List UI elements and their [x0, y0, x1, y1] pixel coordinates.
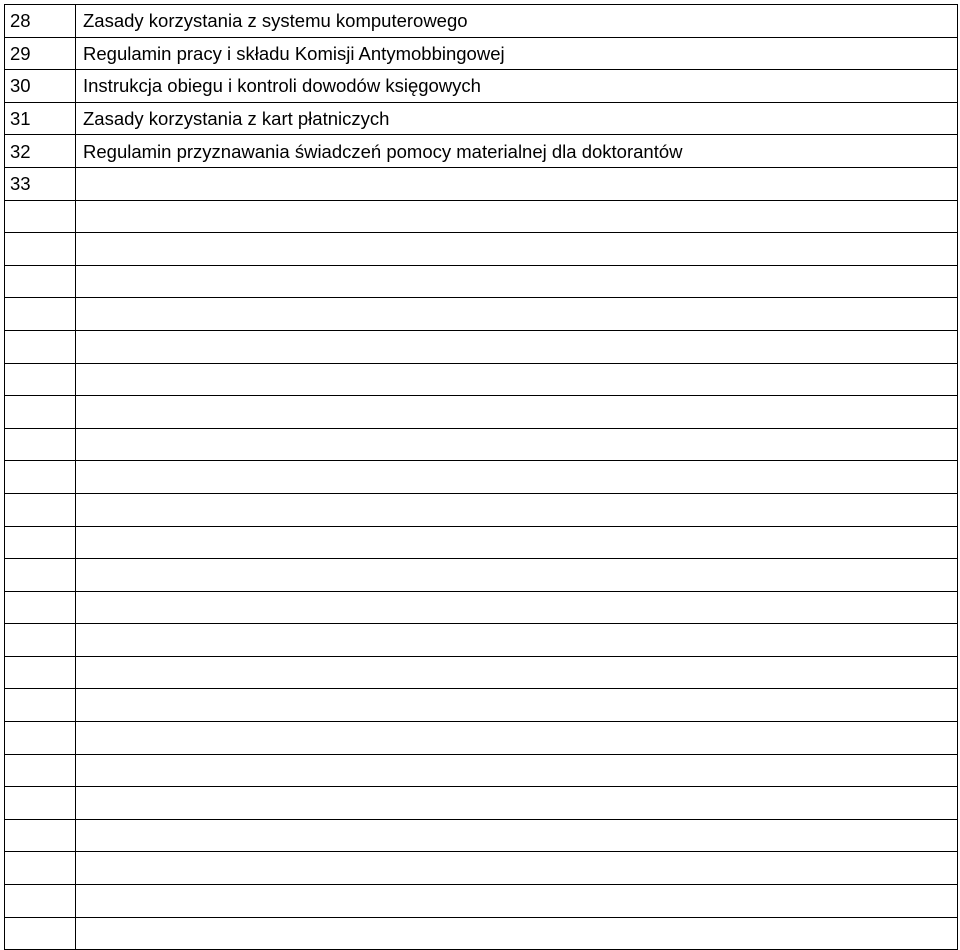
table-row: [5, 167, 958, 200]
row-title-cell: Regulamin przyznawania świadczeń pomocy materialnej dla doktorantów: [76, 135, 958, 168]
row-number-cell: [5, 722, 76, 755]
row-title-cell: [76, 200, 958, 233]
row-number-cell: [5, 330, 76, 363]
table-row: [5, 396, 958, 429]
row-number-cell: [5, 363, 76, 396]
row-title-cell: [76, 787, 958, 820]
table-body: [5, 5, 958, 950]
table-row: [5, 200, 958, 233]
row-number-cell: 29: [5, 37, 76, 70]
row-title-cell: [76, 559, 958, 592]
row-title-cell: [76, 754, 958, 787]
row-title-cell: [76, 330, 958, 363]
row-title-cell: Zasady korzystania z systemu komputerowego: [76, 5, 958, 38]
row-number-cell: 33: [5, 167, 76, 200]
table-row: [5, 722, 958, 755]
row-number-cell: [5, 852, 76, 885]
row-title-cell: [76, 298, 958, 331]
row-title-cell: [76, 656, 958, 689]
table-row: [5, 428, 958, 461]
row-title-cell: [76, 526, 958, 559]
row-number-cell: [5, 461, 76, 494]
row-number-cell: [5, 493, 76, 526]
row-number-cell: [5, 656, 76, 689]
table-row: [5, 363, 958, 396]
row-number-cell: [5, 200, 76, 233]
table-row: [5, 70, 958, 103]
row-title-cell: [76, 396, 958, 429]
row-number-cell: [5, 591, 76, 624]
table-row: [5, 330, 958, 363]
row-title-cell: [76, 461, 958, 494]
row-number-cell: [5, 298, 76, 331]
row-title-cell: [76, 917, 958, 950]
row-title-cell: [76, 624, 958, 657]
table-row: [5, 787, 958, 820]
table-row: [5, 754, 958, 787]
row-number-cell: [5, 624, 76, 657]
row-title-cell: [76, 233, 958, 266]
table-row: [5, 559, 958, 592]
table-row: [5, 917, 958, 950]
row-title-cell: [76, 885, 958, 918]
row-title-cell: [76, 265, 958, 298]
row-number-cell: [5, 885, 76, 918]
table-row: [5, 591, 958, 624]
row-title-cell: [76, 852, 958, 885]
table-row: [5, 852, 958, 885]
row-number-cell: 31: [5, 102, 76, 135]
table-row: [5, 298, 958, 331]
table-row: [5, 819, 958, 852]
table-row: [5, 135, 958, 168]
row-title-cell: [76, 363, 958, 396]
row-title-cell: Zasady korzystania z kart płatniczych: [76, 102, 958, 135]
row-number-cell: [5, 233, 76, 266]
row-number-cell: [5, 689, 76, 722]
row-number-cell: [5, 428, 76, 461]
row-number-cell: 30: [5, 70, 76, 103]
row-title-cell: Regulamin pracy i składu Komisji Antymobbingowej: [76, 37, 958, 70]
row-title-cell: [76, 591, 958, 624]
table-row: [5, 5, 958, 38]
row-number-cell: [5, 819, 76, 852]
table-row: [5, 461, 958, 494]
row-title-cell: [76, 689, 958, 722]
table-row: [5, 656, 958, 689]
row-title-cell: [76, 819, 958, 852]
table-row: [5, 689, 958, 722]
row-title-cell: [76, 493, 958, 526]
row-number-cell: [5, 526, 76, 559]
table-row: [5, 493, 958, 526]
table-row: [5, 233, 958, 266]
document-table: [4, 4, 958, 950]
row-title-cell: [76, 428, 958, 461]
row-number-cell: 32: [5, 135, 76, 168]
row-title-cell: [76, 722, 958, 755]
row-number-cell: [5, 787, 76, 820]
row-number-cell: [5, 559, 76, 592]
table-row: [5, 37, 958, 70]
row-number-cell: 28: [5, 5, 76, 38]
row-title-cell: Instrukcja obiegu i kontroli dowodów księgowych: [76, 70, 958, 103]
row-number-cell: [5, 917, 76, 950]
row-number-cell: [5, 396, 76, 429]
row-title-cell: [76, 167, 958, 200]
table-row: [5, 885, 958, 918]
row-number-cell: [5, 754, 76, 787]
table-row: [5, 265, 958, 298]
table-row: [5, 624, 958, 657]
table-row: [5, 526, 958, 559]
table-row: [5, 102, 958, 135]
row-number-cell: [5, 265, 76, 298]
